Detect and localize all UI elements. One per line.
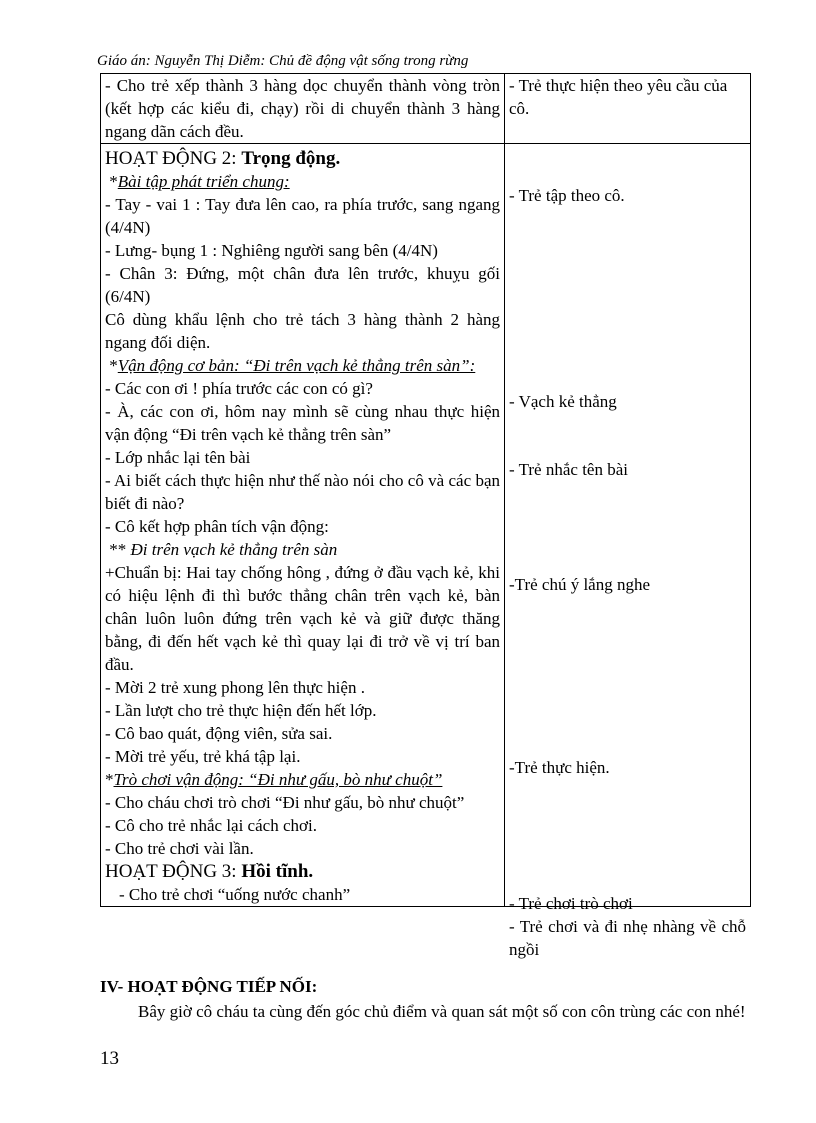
table-row [101, 74, 751, 144]
child-response: - Trẻ chơi trò chơi [509, 894, 633, 913]
child-response: -Trẻ chú ý lắng nghe [509, 575, 651, 594]
exercise-item: - Lưng- bụng 1 : Nghiêng người sang bên (4/4N) [105, 241, 438, 260]
child-cell [505, 74, 751, 144]
command-text: Cô dùng khẩu lệnh cho trẻ tách 3 hàng thành 2 hàng ngang đối diện. [105, 310, 500, 352]
game-step: - Cô cho trẻ nhắc lại cách chơi. [105, 816, 317, 835]
row1-teacher-text: - Cho trẻ xếp thành 3 hàng dọc chuyển thành vòng tròn (kết hợp các kiểu đi, chạy) rồi di chuyển thành 3 hàng ngang dãn cách đều. [105, 76, 500, 141]
exercise-item: - Chân 3: Đứng, một chân đưa lên trước, khuỵu gối (6/4N) [105, 264, 500, 306]
child-response: - Trẻ tập theo cô. [509, 186, 625, 205]
step-text: - Lớp nhắc lại tên bài [105, 448, 251, 467]
child-response: - Trẻ chơi và đi nhẹ nhàng về chỗ ngồi [509, 917, 746, 959]
exercise-item: - Tay - vai 1 : Tay đưa lên cao, ra phía trước, sang ngang (4/4N) [105, 195, 500, 237]
exercise-heading: *Bài tập phát triển chung: [109, 172, 290, 191]
activity2-title: HOẠT ĐỘNG 2: Trọng động. [105, 148, 341, 169]
row1-child-text: - Trẻ thực hiện theo yêu cầu của cô. [509, 76, 728, 118]
child-response: - Vạch kẻ thẳng [509, 392, 617, 411]
activity3-title: HOẠT ĐỘNG 3: Hồi tĩnh. [105, 861, 314, 882]
lesson-table [100, 73, 751, 959]
step-text: - À, các con ơi, hôm nay mình sẽ cùng nhau thực hiện vận động “Đi trên vạch kẻ thẳng trên sàn” [105, 402, 500, 444]
activity3-item: - Cho trẻ chơi “uống nước chanh” [119, 885, 351, 904]
child-cell [505, 144, 751, 959]
child-response: -Trẻ thực hiện. [509, 758, 610, 777]
basic-movement-heading: *Vận động cơ bản: “Đi trên vạch kẻ thẳng trên sàn”: [109, 356, 476, 375]
child-response: - Trẻ nhắc tên bài [509, 460, 628, 479]
page-number: 13 [100, 1048, 119, 1069]
step-text: - Mời 2 trẻ xung phong lên thực hiện . [105, 678, 365, 697]
step-text: - Lần lượt cho trẻ thực hiện đến hết lớp. [105, 701, 377, 720]
game-heading: *Trò chơi vận động: “Đi như gấu, bò như chuột” [105, 770, 443, 789]
preparation-text: +Chuẩn bị: Hai tay chống hông , đứng ở đầu vạch kẻ, khi có hiệu lệnh đi thì bước thẳng chân trên vạch kẻ, bàn chân luôn luôn đứng trên vạch kẻ và giữ được thăng bằng, đi đến hết vạch kẻ thì quay lại đi trở về vị trí ban đầu. [105, 563, 500, 674]
section-body: Bây giờ cô cháu ta cùng đến góc chủ điểm và quan sát một số con côn trùng các con nhé! [138, 1002, 746, 1021]
follow-up-section [100, 973, 751, 1025]
sub-heading: ** Đi trên vạch kẻ thẳng trên sàn [109, 540, 338, 559]
teacher-cell [101, 144, 505, 907]
step-text: - Cô kết hợp phân tích vận động: [105, 517, 329, 536]
step-text: - Các con ơi ! phía trước các con có gì? [105, 379, 373, 398]
game-step: - Cho cháu chơi trò chơi “Đi như gấu, bò như chuột” [105, 793, 465, 812]
table-row [101, 144, 751, 907]
step-text: - Ai biết cách thực hiện như thế nào nói cho cô và các bạn biết đi nào? [105, 471, 500, 513]
teacher-cell [101, 74, 505, 144]
section-heading: IV- HOẠT ĐỘNG TIẾP NỐI: [100, 977, 318, 996]
step-text: - Mời trẻ yếu, trẻ khá tập lại. [105, 747, 301, 766]
game-step: - Cho trẻ chơi vài lần. [105, 839, 254, 858]
page-header: Giáo án: Nguyễn Thị Diễm: Chủ đề động vật sống trong rừng [97, 53, 469, 69]
step-text: - Cô bao quát, động viên, sửa sai. [105, 724, 333, 743]
